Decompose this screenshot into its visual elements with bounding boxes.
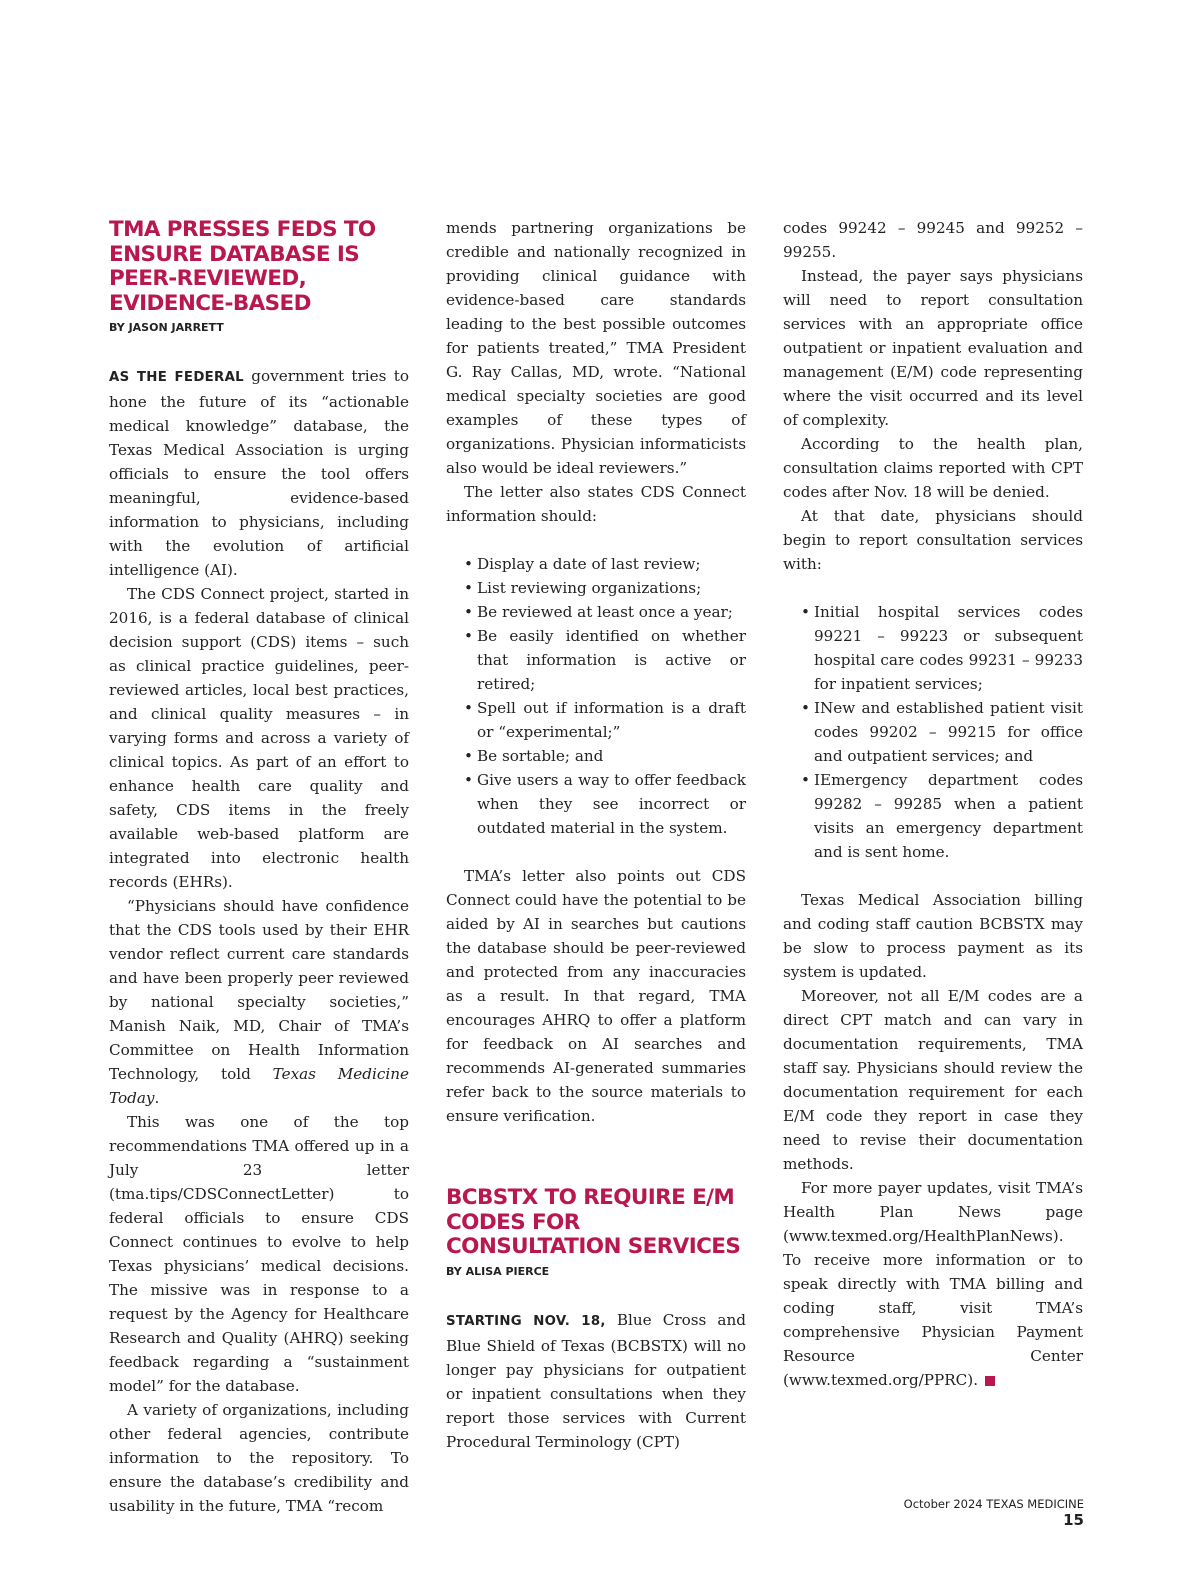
- list-item: • Display a date of last review;: [446, 552, 746, 576]
- article2-paragraph-1-text: Blue Cross and Blue Shield of Texas (BCBSTX) will no longer pay physicians for outpatient or inpatient consultations when they report those services with Current Procedural Terminology (CPT): [446, 1310, 746, 1451]
- article2-paragraph-7-text: For more payer updates, visit TMA’s Health Plan News page (www.texmed.org/HealthPlanNews). To receive more information or to speak directly with TMA billing and coding staff, visit TMA’s comprehensive Physician Payment Resource Center (www.texmed.org/PPRC).: [783, 1179, 1083, 1389]
- article1-byline: BY JASON JARRETT: [109, 321, 224, 334]
- article1-paragraph-5-start: A variety of organizations, including other federal agencies, contribute information to the repository. To ensure the database’s credibility and usability in the future, TMA “recom: [109, 1401, 409, 1515]
- article1-headline: TMA PRESSES FEDS TO ENSURE DATABASE IS PEER-REVIEWED, EVIDENCE-BASED: [109, 217, 376, 316]
- article2-paragraph-3: According to the health plan, consultation claims reported with CPT codes after Nov. 18 will be denied.: [783, 435, 1083, 501]
- article1-paragraph-3-text: “Physicians should have confidence that the CDS tools used by their EHR vendor reflect current care standards and have been properly peer reviewed by national specialty societies,” Manish Naik, MD, Chair of TMA’s Committee on Health Information Technology, told: [109, 897, 409, 1083]
- article2-byline: BY ALISA PIERCE: [446, 1264, 550, 1278]
- article1-paragraph-4: This was one of the top recommendations TMA offered up in a July 23 letter (tma.tips/CDSConnectLetter) to federal officials to ensure CDS Connect continues to evolve to help Texas physicians’ medical decisions. The missive was in response to a request by the Agency for Healthcare Research and Quality (AHRQ) seeking feedback regarding a “sustainment model” for the database.: [109, 1113, 409, 1395]
- list-item: • INew and established patient visit codes 99202 – 99215 for office and outpatient services; and: [783, 696, 1083, 768]
- article1-lead-in: AS THE FEDERAL: [109, 370, 244, 385]
- article2-paragraph-5: Texas Medical Association billing and coding staff caution BCBSTX may be slow to process payment as its system is updated.: [783, 891, 1083, 981]
- article1-paragraph-1-text: government tries to hone the future of its “actionable medical knowledge” database, the Texas Medical Association is urging officials to ensure the tool offers meaningful, evidence-based information to physicians, including with the evolution of artificial intelligence (AI).: [109, 367, 410, 579]
- article2-paragraph-1: [446, 1308, 746, 1454]
- article1-paragraph-5-continued: mends partnering organizations be credible and nationally recognized in providing clinical guidance with evidence-based care standards leading to the best possible outcomes for patients treated,” TMA President G. Ray Callas, MD, wrote. “National medical specialty societies are good examples of these types of organizations. Physician informaticists also would be ideal reviewers.”: [446, 219, 746, 477]
- column-2: [446, 216, 746, 1454]
- page-folio: [880, 1497, 1084, 1529]
- page-number: 15: [1063, 1511, 1084, 1529]
- publication-name: TEXAS MEDICINE: [986, 1497, 1084, 1511]
- article2-paragraph-1-continued: codes 99242 – 99245 and 99252 – 99255.: [783, 219, 1083, 261]
- article1-paragraph-1: [109, 364, 409, 582]
- column-3: [783, 216, 1083, 1392]
- end-mark-icon: [985, 1376, 995, 1386]
- issue-date: October 2024: [903, 1497, 983, 1511]
- publication-title-italic: Texas Medicine Today: [109, 1065, 409, 1107]
- article2-paragraph-4: At that date, physicians should begin to report consultation services with:: [783, 507, 1083, 573]
- article2-paragraph-7: [783, 1176, 1083, 1392]
- article2-lead-in: STARTING NOV. 18,: [446, 1313, 606, 1329]
- list-item: • Be easily identified on whether that information is active or retired;: [446, 624, 746, 696]
- article2-paragraph-2: Instead, the payer says physicians will need to report consultation services with an appropriate office outpatient or inpatient evaluation and management (E/M) code representing where the visit occurred and its level of complexity.: [783, 267, 1083, 429]
- article2-paragraph-6: Moreover, not all E/M codes are a direct CPT match and can vary in documentation requirements, TMA staff say. Physicians should review the documentation requirement for each E/M code they report in case they need to revise their documentation methods.: [783, 987, 1083, 1173]
- list-item: • Be sortable; and: [446, 744, 746, 768]
- list-item: • Spell out if information is a draft or “experimental;”: [446, 696, 746, 744]
- article1-paragraph-2: The CDS Connect project, started in 2016, is a federal database of clinical decision support (CDS) items – such as clinical practice guidelines, peer-reviewed articles, local best practices, and clinical quality measures – in varying forms and across a variety of clinical topics. As part of an effort to enhance health care quality and safety, CDS items in the freely available web-based platform are integrated into electronic health records (EHRs).: [109, 585, 409, 891]
- article2-headline: BCBSTX TO REQUIRE E/M CODES FOR CONSULTATION SERVICES: [446, 1185, 741, 1259]
- article1-bullet-list: [446, 552, 746, 840]
- list-item: • Be reviewed at least once a year;: [446, 600, 746, 624]
- column-1: [109, 216, 409, 1518]
- list-item: • IEmergency department codes 99282 – 99285 when a patient visits an emergency department and is sent home.: [783, 768, 1083, 864]
- list-item: • List reviewing organizations;: [446, 576, 746, 600]
- list-item: • Give users a way to offer feedback when they see incorrect or outdated material in the system.: [446, 768, 746, 840]
- article1-paragraph-3-end: .: [154, 1089, 160, 1107]
- article1-paragraph-6: The letter also states CDS Connect information should:: [446, 483, 746, 525]
- list-item: • Initial hospital services codes 99221 – 99223 or subsequent hospital care codes 99231 – 99233 for inpatient services;: [783, 600, 1083, 696]
- article1-paragraph-3: [109, 894, 409, 1110]
- article1-paragraph-7: TMA’s letter also points out CDS Connect could have the potential to be aided by AI in searches but cautions the database should be peer-reviewed and protected from any inaccuracies as a result. In that regard, TMA encourages AHRQ to offer a platform for feedback on AI searches and recommends AI-generated summaries refer back to the source materials to ensure verification.: [446, 867, 746, 1125]
- article2-bullet-list: [783, 600, 1083, 864]
